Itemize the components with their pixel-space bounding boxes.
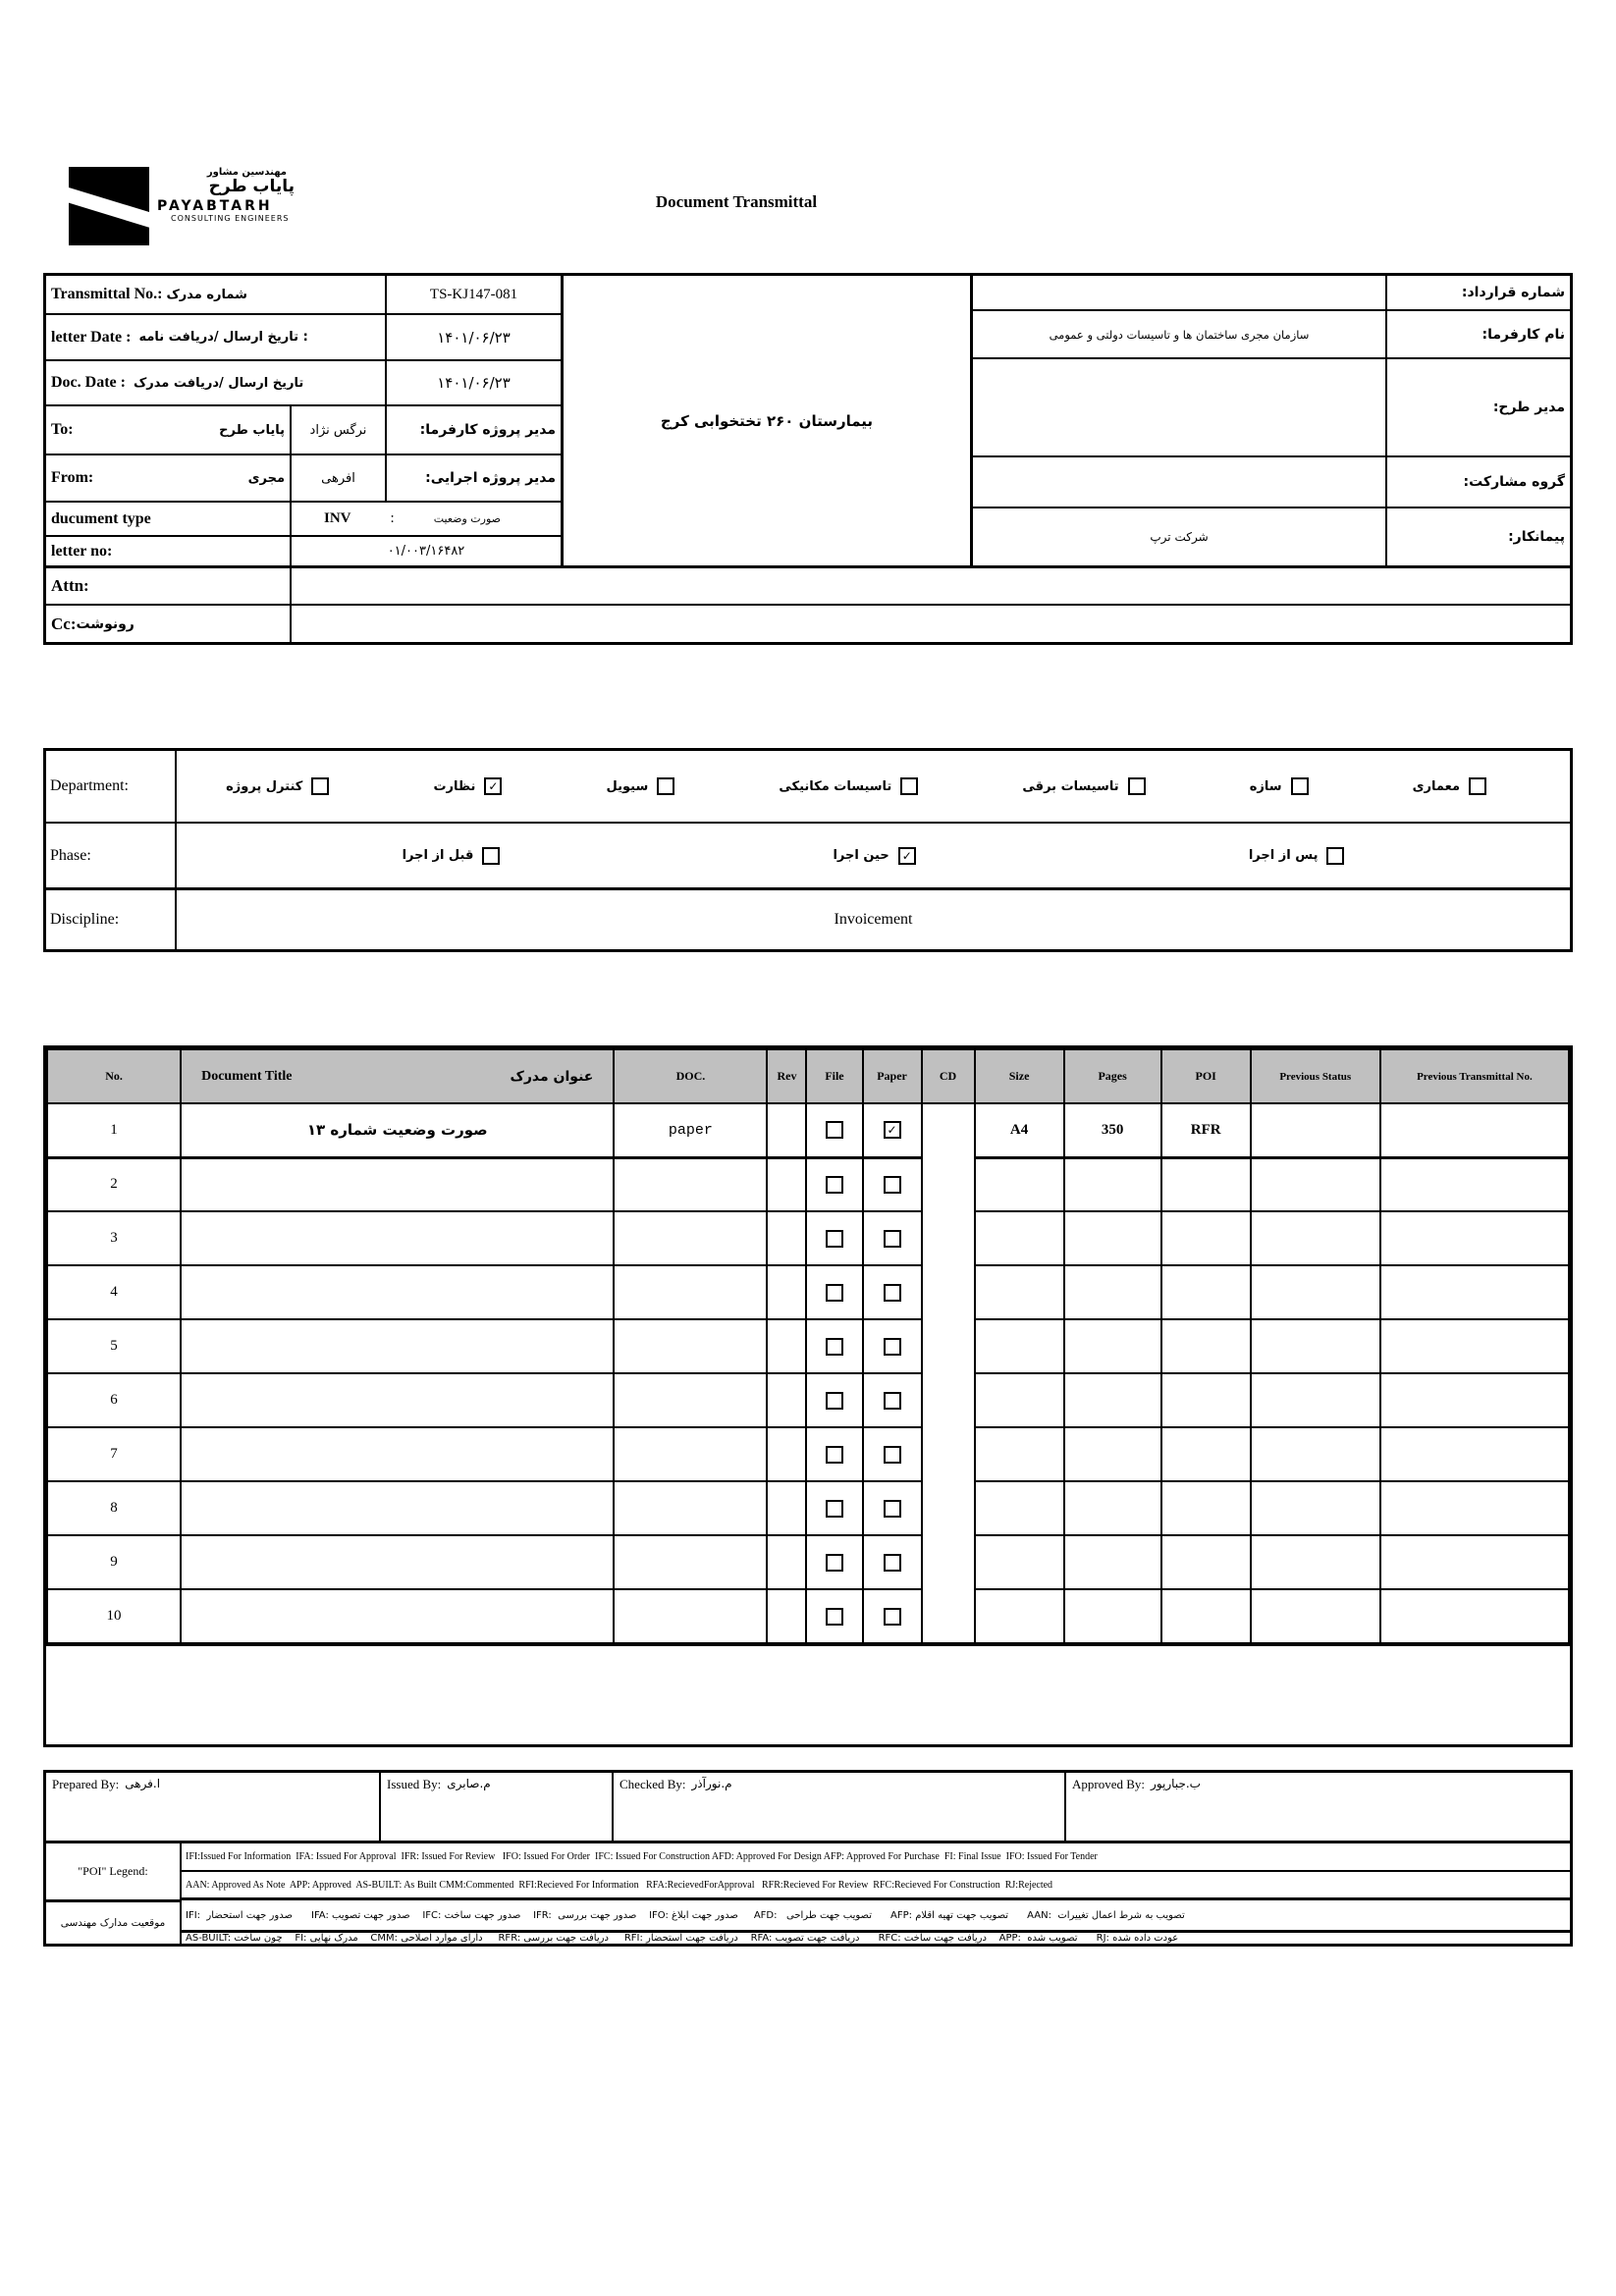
file-checkbox-row3[interactable] (826, 1230, 843, 1248)
col-header-rev: Rev (767, 1049, 806, 1103)
jv-group-value (973, 457, 1387, 508)
col-header-file: File (806, 1049, 862, 1103)
file-checkbox-row1[interactable] (826, 1121, 843, 1139)
letter-date-value: ۱۴۰۱/۰۶/۲۳ (387, 315, 561, 361)
project-name: بیمارستان ۲۶۰ تختخوابی کرج (660, 411, 874, 430)
legend-en-line1: IFI:Issued For Information IFA: Issued For Approval IFR: Issued For Review IFO: Issued For Order IFC: Issued For Construction AFD: Approved For Design AFP: Approved For Purchase FI: Final Issue IFO: Issued For Tender (182, 1843, 1570, 1872)
file-checkbox-row9[interactable] (826, 1554, 843, 1572)
phase-checkbox-pre-execution[interactable] (482, 847, 500, 865)
department-label: Department: (46, 751, 177, 822)
phase-options (177, 824, 1570, 887)
legend-labels-column (46, 1843, 182, 1944)
file-checkbox-row8[interactable] (826, 1500, 843, 1518)
phase-item-pre-execution: قبل از اجرا (403, 847, 501, 865)
dept-checkbox-civil[interactable] (657, 777, 674, 795)
client-name-label: نام کارفرما: (1387, 311, 1570, 359)
col-header-doc: DOC. (614, 1049, 767, 1103)
poi-legend-table (43, 1841, 1573, 1947)
client-name-value: سازمان مجری ساختمان ها و تاسیسات دولتی و عمومی (973, 311, 1387, 359)
logo-en-name: PAYABTARH (157, 197, 273, 214)
file-checkbox-row5[interactable] (826, 1338, 843, 1356)
paper-checkbox-row7[interactable] (884, 1446, 901, 1464)
cd-column-strip (922, 1103, 975, 1643)
to-person: نرگس نژاد (292, 406, 387, 455)
attn-label: Attn: (46, 568, 292, 604)
doc-row-4: 4 (47, 1265, 1569, 1319)
poi-legend-label: "POI" Legend: (46, 1843, 180, 1902)
paper-checkbox-row3[interactable] (884, 1230, 901, 1248)
file-checkbox-row6[interactable] (826, 1392, 843, 1410)
paper-checkbox-row6[interactable] (884, 1392, 901, 1410)
legend-en-line2: AAN: Approved As Note APP: Approved AS-BUILT: As Built CMM:Commented RFI:Recieved For Information RFA:RecievedForApproval RFR:Recieved For Review RFC:Recieved For Construction RJ:Rejected (182, 1872, 1570, 1900)
contract-no-label: شماره قرارداد: (1387, 276, 1570, 311)
from-person: افرهی (292, 455, 387, 503)
document-list-table (43, 1045, 1573, 1747)
col-header-no: No. (47, 1049, 181, 1103)
transmittal-info-table (43, 273, 1573, 645)
doc-date-label: Doc. Date : تاریخ ارسال /دریافت مدرک (46, 361, 387, 406)
empty-remarks-band (46, 1644, 1570, 1744)
attn-row (46, 565, 1570, 604)
dept-item-structure: سازه (1250, 777, 1309, 795)
doc-row-6: 6 (47, 1373, 1569, 1427)
doc-date-value: ۱۴۰۱/۰۶/۲۳ (387, 361, 561, 406)
attn-value (292, 568, 1570, 604)
phase-label: Phase: (46, 824, 177, 887)
dept-checkbox-supervision[interactable]: ✓ (484, 777, 502, 795)
paper-checkbox-row2[interactable] (884, 1176, 901, 1194)
letter-date-label: letter Date : تاریخ ارسال /دریافت نامه : (46, 315, 387, 361)
paper-checkbox-row5[interactable] (884, 1338, 901, 1356)
logo-fa-name: پایاب طرح (208, 177, 295, 196)
exec-pm-label: مدیر پروژه اجرایی: (387, 455, 561, 503)
col-header-prev-status: Previous Status (1251, 1049, 1380, 1103)
discipline-value: Invoicement (834, 911, 913, 928)
legend-lines-column (182, 1843, 1570, 1944)
paper-checkbox-row10[interactable] (884, 1608, 901, 1626)
fa-legend-label: موقعیت مدارک مهندسی (60, 1917, 166, 1929)
dept-checkbox-electrical[interactable] (1128, 777, 1146, 795)
design-manager-label: مدیر طرح: (1387, 359, 1570, 457)
logo-swoosh-icon (69, 185, 149, 235)
logo-mark-icon (69, 167, 149, 245)
col-header-cd: CD (922, 1049, 975, 1103)
dept-checkbox-structure[interactable] (1291, 777, 1309, 795)
phase-checkbox-post-execution[interactable] (1326, 847, 1344, 865)
dept-item-civil: سیویل (607, 777, 675, 795)
phase-item-post-execution: پس از اجرا (1249, 847, 1345, 865)
col-header-paper: Paper (863, 1049, 922, 1103)
dept-item-electrical: تاسیسات برقی (1022, 777, 1145, 795)
cc-value (292, 606, 1570, 642)
letter-no-label: letter no: (46, 537, 292, 565)
approved-by-name: ب.جبارپور (1151, 1777, 1201, 1790)
file-checkbox-row10[interactable] (826, 1608, 843, 1626)
col-header-title: Document Title عنوان مدرک (181, 1049, 614, 1103)
transmittal-no-label: Transmittal No.: شماره مدرک (46, 276, 387, 315)
classification-table (43, 748, 1573, 952)
design-manager-value (973, 359, 1387, 457)
paper-checkbox-row1[interactable]: ✓ (884, 1121, 901, 1139)
contractor-value: شرکت ترپ (973, 508, 1387, 565)
paper-checkbox-row8[interactable] (884, 1500, 901, 1518)
doc-table-header-row (47, 1049, 1569, 1103)
doc-row-10: 10 (47, 1589, 1569, 1643)
doc-type-separator: : (390, 510, 395, 526)
logo-text (157, 167, 304, 223)
doc-row-1: 1 صورت وضعیت شماره ۱۳ paper ✓ A4 350 RFR (47, 1103, 1569, 1157)
discipline-label: Discipline: (46, 890, 177, 949)
doc-type-code: INV (324, 510, 351, 526)
signature-row (43, 1770, 1573, 1841)
letter-no-value: ۰۱/۰۰۳/۱۶۴۸۲ (387, 544, 465, 559)
company-logo (69, 167, 304, 245)
logo-fa-tagline: مهندسین مشاور (206, 167, 287, 178)
info-right-block (973, 276, 1570, 565)
file-checkbox-row2[interactable] (826, 1176, 843, 1194)
department-options (177, 751, 1570, 822)
issued-by-box: Issued By: م.صابری (381, 1773, 614, 1841)
info-left-block (46, 276, 561, 565)
doc-row-7: 7 (47, 1427, 1569, 1481)
contractor-label: پیمانکار: (1508, 529, 1565, 545)
page-title: Document Transmittal (655, 192, 818, 211)
dept-checkbox-mechanical[interactable] (900, 777, 918, 795)
doc-type-fa: صورت وضعیت (433, 512, 501, 525)
from-row-label: From: مجری (46, 455, 292, 503)
client-pm-label: مدیر پروژه کارفرما: (387, 406, 561, 455)
checked-by-box: Checked By: م.نورآذر (614, 1773, 1066, 1841)
dept-checkbox-project-control[interactable] (311, 777, 329, 795)
approved-by-box: Approved By: ب.جبارپور (1072, 1777, 1201, 1791)
doc-row-9: 9 (47, 1535, 1569, 1589)
phase-item-during-execution: حین اجرا ✓ (833, 847, 915, 865)
dept-checkbox-architecture[interactable] (1469, 777, 1486, 795)
col-header-size: Size (975, 1049, 1064, 1103)
doc-row-3: 3 (47, 1211, 1569, 1265)
doc-row-8: 8 (47, 1481, 1569, 1535)
col-header-pages: Pages (1064, 1049, 1161, 1103)
transmittal-no-value: TS-KJ147-081 (387, 276, 561, 315)
checked-by-name: م.نورآذر (691, 1777, 732, 1790)
phase-checkbox-during-execution[interactable]: ✓ (898, 847, 916, 865)
legend-fa-line2: AS-BUILT: چون ساخت FI: مدرک نهایی CMM: دارای موارد اصلاحی RFR: دریافت جهت بررسی RFI: دریافت جهت استحضار RFA: دریافت جهت تصویب RFC: دریافت جهت ساخت APP: تصویب شده RJ: عودت داده شده (186, 1933, 1179, 1944)
contract-no-value (973, 276, 1387, 311)
legend-fa-line1: IFI: صدور جهت استحضار IFA: صدور جهت تصویب IFC: صدور جهت ساخت IFR: صدور جهت بررسی IFO: صدور جهت ابلاغ AFD: تصویب جهت طراحی AFP: تصویب جهت تهیه اقلام AAN: تصویب به شرط اعمال تغییرات (182, 1900, 1570, 1933)
dept-item-supervision: نظارت ✓ (433, 777, 502, 795)
cc-label: Cc: رونوشت (46, 606, 292, 642)
logo-en-subtitle: CONSULTING ENGINEERS (171, 213, 290, 223)
to-row-label: To: پایاب طرح (46, 406, 292, 455)
col-header-poi: POI (1161, 1049, 1251, 1103)
cc-row (46, 604, 1570, 642)
project-name-cell (561, 276, 973, 565)
paper-checkbox-row4[interactable] (884, 1284, 901, 1302)
paper-checkbox-row9[interactable] (884, 1554, 901, 1572)
prepared-by-box: Prepared By: ا.فرهی (46, 1773, 381, 1841)
dept-item-mechanical: تاسیسات مکانیکی (779, 777, 918, 795)
doc-type-label: ducument type (46, 503, 292, 537)
doc-row-2: 2 (47, 1157, 1569, 1211)
doc-type-value (292, 503, 561, 537)
col-header-prev-transmittal: Previous Transmittal No. (1380, 1049, 1569, 1103)
doc-row-5: 5 (47, 1319, 1569, 1373)
file-checkbox-row7[interactable] (826, 1446, 843, 1464)
jv-group-label: گروه مشارکت: (1387, 457, 1570, 508)
issued-by-name: م.صابری (447, 1777, 491, 1790)
dept-item-project-control: کنترل پروژه (226, 777, 329, 795)
dept-item-architecture: معماری (1413, 777, 1486, 795)
file-checkbox-row4[interactable] (826, 1284, 843, 1302)
prepared-by-name: ا.فرهی (125, 1777, 161, 1790)
